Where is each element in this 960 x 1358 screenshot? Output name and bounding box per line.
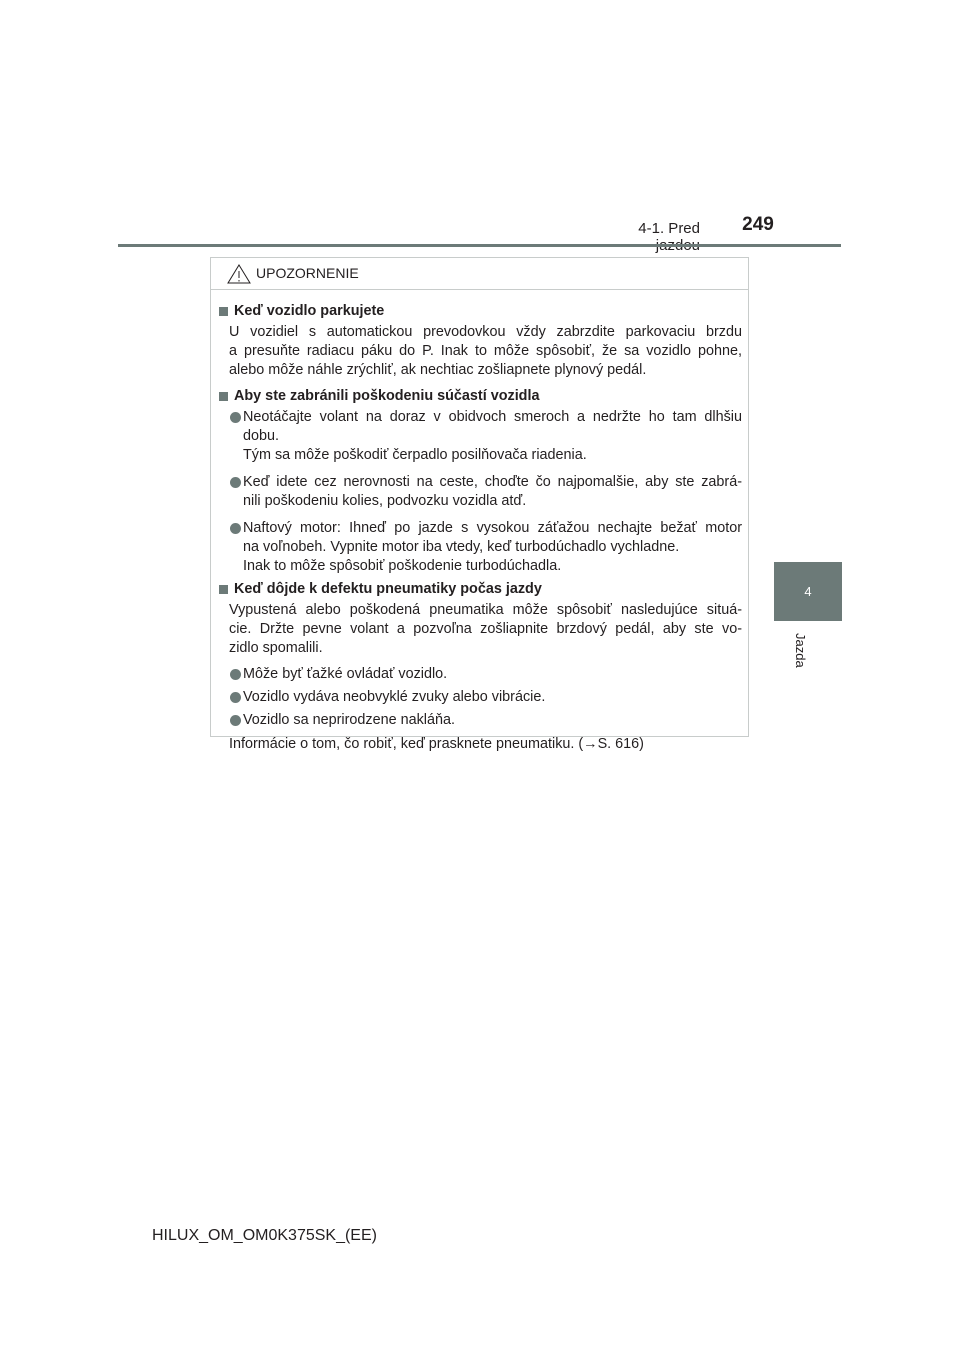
bullet-line: dobu. — [243, 428, 280, 444]
warning-body — [211, 290, 748, 754]
closing-paragraph — [217, 735, 742, 754]
round-bullet-icon — [230, 477, 241, 488]
square-bullet-icon — [219, 307, 228, 316]
bullet-item — [217, 665, 742, 684]
bullet-line: Môže byť ťažké ovládať vozidlo. — [243, 666, 448, 682]
bullet-line: nili poškodeniu kolies, podvozku vozidla atď. — [243, 493, 527, 509]
section-heading — [217, 580, 742, 599]
bullet-item — [217, 688, 742, 707]
section-heading-text: Keď dôjde k defektu pneumatiky počas jazdy — [234, 581, 542, 597]
bullet-line: na voľnobeh. Vypnite motor iba vtedy, keď turbodúchadlo vychladne. — [243, 539, 680, 555]
bullet-line: Vozidlo sa neprirodzene nakláňa. — [243, 712, 456, 728]
warning-box — [210, 257, 749, 752]
chapter-title: Jazda — [793, 633, 808, 668]
bullet-line: Tým sa môže poškodiť čerpadlo posilňovača riadenia. — [243, 447, 587, 463]
warning-header — [211, 258, 748, 290]
page-reference-text: Informácie o tom, čo robiť, keď prasknete pneumatiku. (→S. 616) — [229, 736, 644, 752]
round-bullet-icon — [230, 523, 241, 534]
paragraph-line: U vozidiel s automatickou prevodovkou vždy zabrzdite parkovaciu brzdu — [229, 324, 742, 340]
section-heading-text: Keď vozidlo parkujete — [234, 303, 385, 319]
section-heading-text: Aby ste zabránili poškodeniu súčastí vozidla — [234, 388, 540, 404]
bullet-item — [217, 519, 742, 576]
bullet-item — [217, 711, 742, 730]
bullet-item — [217, 473, 742, 511]
section-heading — [217, 302, 742, 321]
bullet-line: Keď idete cez nerovnosti na ceste, choďte čo najpomalšie, aby ste zabrá- — [243, 474, 742, 490]
document-code: HILUX_OM_OM0K375SK_(EE) — [152, 1227, 377, 1244]
round-bullet-icon — [230, 692, 241, 703]
section-paragraph — [217, 601, 742, 658]
paragraph-line: cie. Držte pevne volant a pozvoľna zošliapnite brzdový pedál, aby ste vo- — [229, 621, 742, 637]
bullet-line: Inak to môže spôsobiť poškodenie turbodúchadla. — [243, 558, 562, 574]
paragraph-line: Vypustená alebo poškodená pneumatika môže spôsobiť nasledujúce situá- — [229, 602, 742, 618]
running-header-section: 4-1. Pred — [638, 220, 700, 237]
round-bullet-icon — [230, 412, 241, 423]
square-bullet-icon — [219, 392, 228, 401]
paragraph-line: zidlo spomalili. — [229, 640, 323, 656]
bullet-line: Neotáčajte volant na doraz v obidvoch smeroch a nedržte ho tam dlhšiu — [243, 409, 742, 425]
page-number: 249 — [742, 214, 774, 235]
square-bullet-icon — [219, 585, 228, 594]
section-heading — [217, 387, 742, 406]
round-bullet-icon — [230, 715, 241, 726]
warning-triangle-icon — [227, 264, 251, 284]
chapter-number: 4 — [804, 584, 812, 599]
warning-label: UPOZORNENIE — [256, 265, 359, 281]
header-divider — [118, 244, 841, 247]
paragraph-line: alebo môže náhle zrýchliť, ak nechtiac zošliapnete plynový pedál. — [229, 362, 647, 378]
bullet-line: Vozidlo vydáva neobvyklé zvuky alebo vibrácie. — [243, 689, 546, 705]
round-bullet-icon — [230, 669, 241, 680]
section-paragraph — [217, 323, 742, 380]
bullet-item — [217, 408, 742, 465]
chapter-tab — [774, 562, 842, 621]
bullet-line: Naftový motor: Ihneď po jazde s vysokou záťažou nechajte bežať motor — [243, 520, 742, 536]
paragraph-line: a presuňte radiacu páku do P. Inak to môže spôsobiť, že sa vozidlo pohne, — [229, 343, 742, 359]
